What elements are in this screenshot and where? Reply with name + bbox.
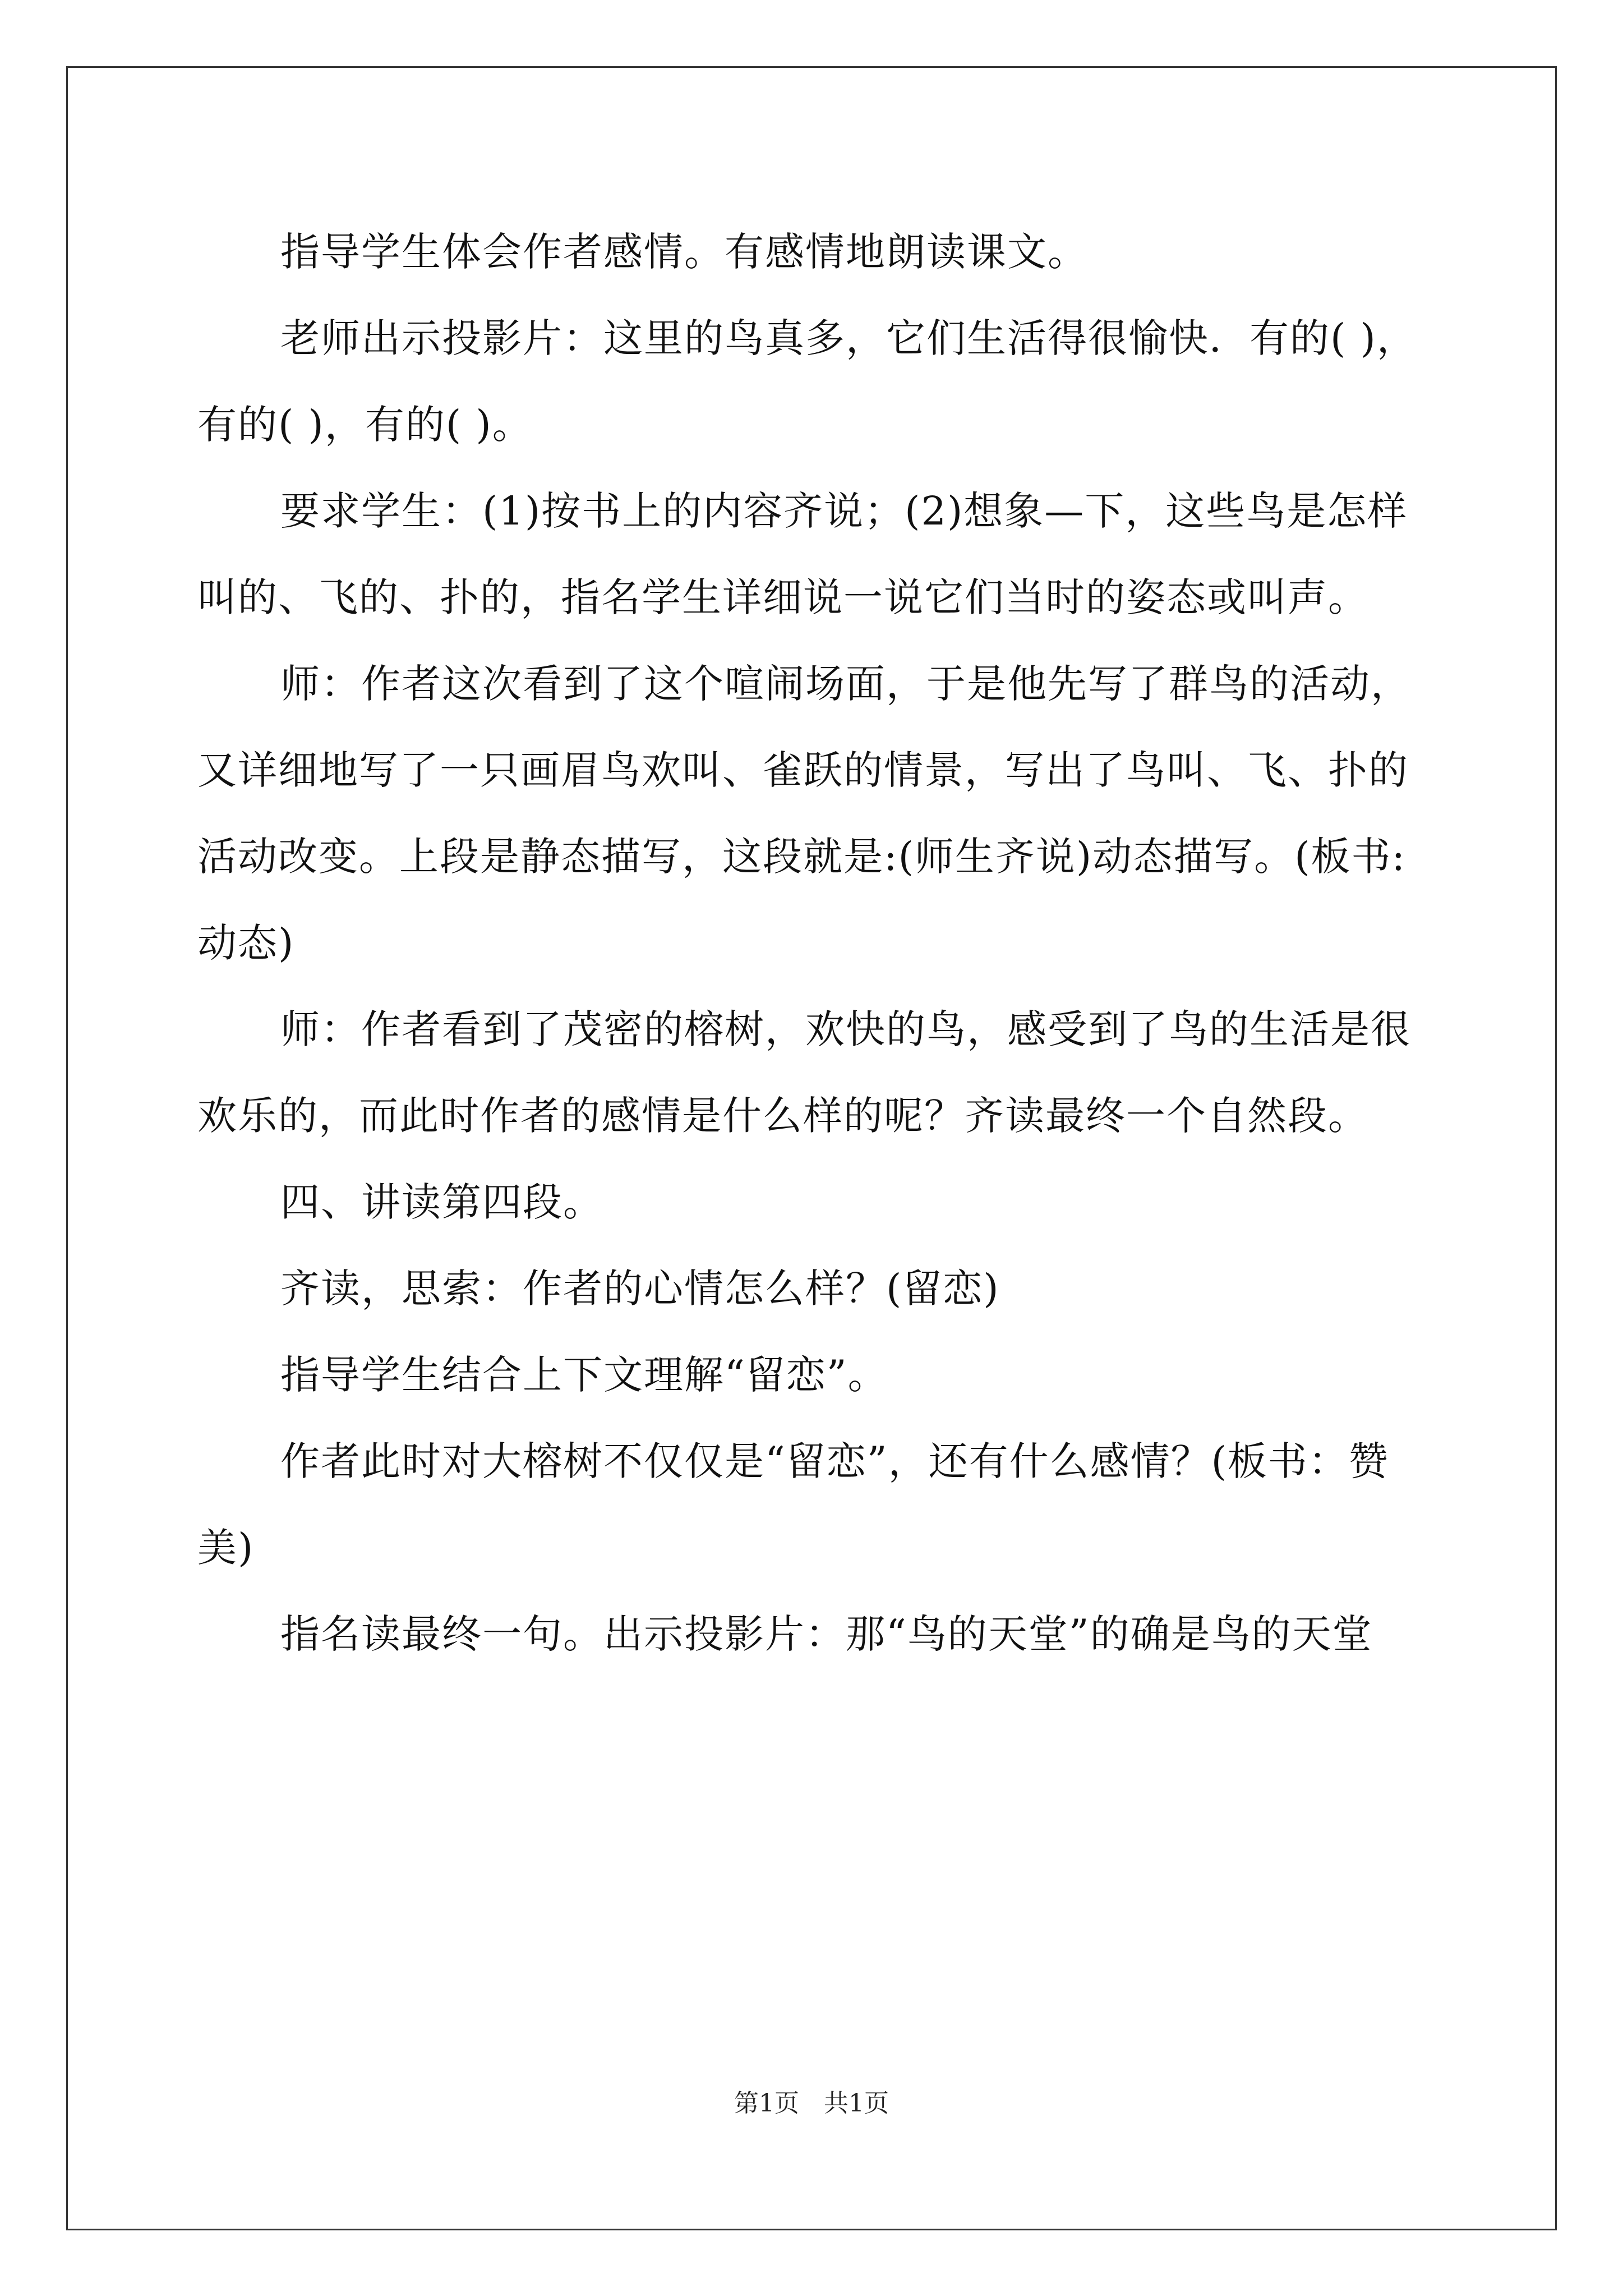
- paragraph: 师：作者看到了茂密的榕树，欢快的鸟，感受到了鸟的生活是很欢乐的，而此时作者的感情是什么样的呢？齐读最终一个自然段。: [197, 1006, 1411, 1139]
- paragraph: 老师出示投影片：这里的鸟真多，它们生活得很愉快．有的( )，有的( )，有的( )。: [197, 315, 1417, 448]
- paragraph: 指名读最终一句。出示投影片：那“鸟的天堂”的确是鸟的天堂: [280, 1611, 1373, 1657]
- document-body: [197, 209, 1431, 1677]
- paragraph: 作者此时对大榕树不仅仅是“留恋”，还有什么感情？(板书：赞美): [197, 1438, 1389, 1571]
- paragraph: 指导学生结合上下文理解“留恋”。: [280, 1352, 888, 1398]
- paragraph: 齐读，思索：作者的心情怎么样？(留恋): [280, 1266, 1000, 1312]
- paragraph: 师：作者这次看到了这个喧闹场面，于是他先写了群鸟的活动，又详细地写了一只画眉鸟欢叫、雀跃的情景，写出了鸟叫、飞、扑的活动改变。上段是静态描写，这段就是:(师生齐说)动态描写。(板书:动态): [197, 661, 1411, 966]
- paragraph: 四、讲读第四段。: [280, 1179, 603, 1225]
- paragraph: 要求学生：(1)按书上的内容齐说；(2)想象—下，这些鸟是怎样叫的、飞的、扑的，指名学生详细说一说它们当时的姿态或叫声。: [197, 488, 1408, 620]
- page-number-footer: 第1页 共1页: [734, 2089, 889, 2118]
- paragraph: 指导学生体会作者感情。有感情地朗读课文。: [280, 229, 1088, 275]
